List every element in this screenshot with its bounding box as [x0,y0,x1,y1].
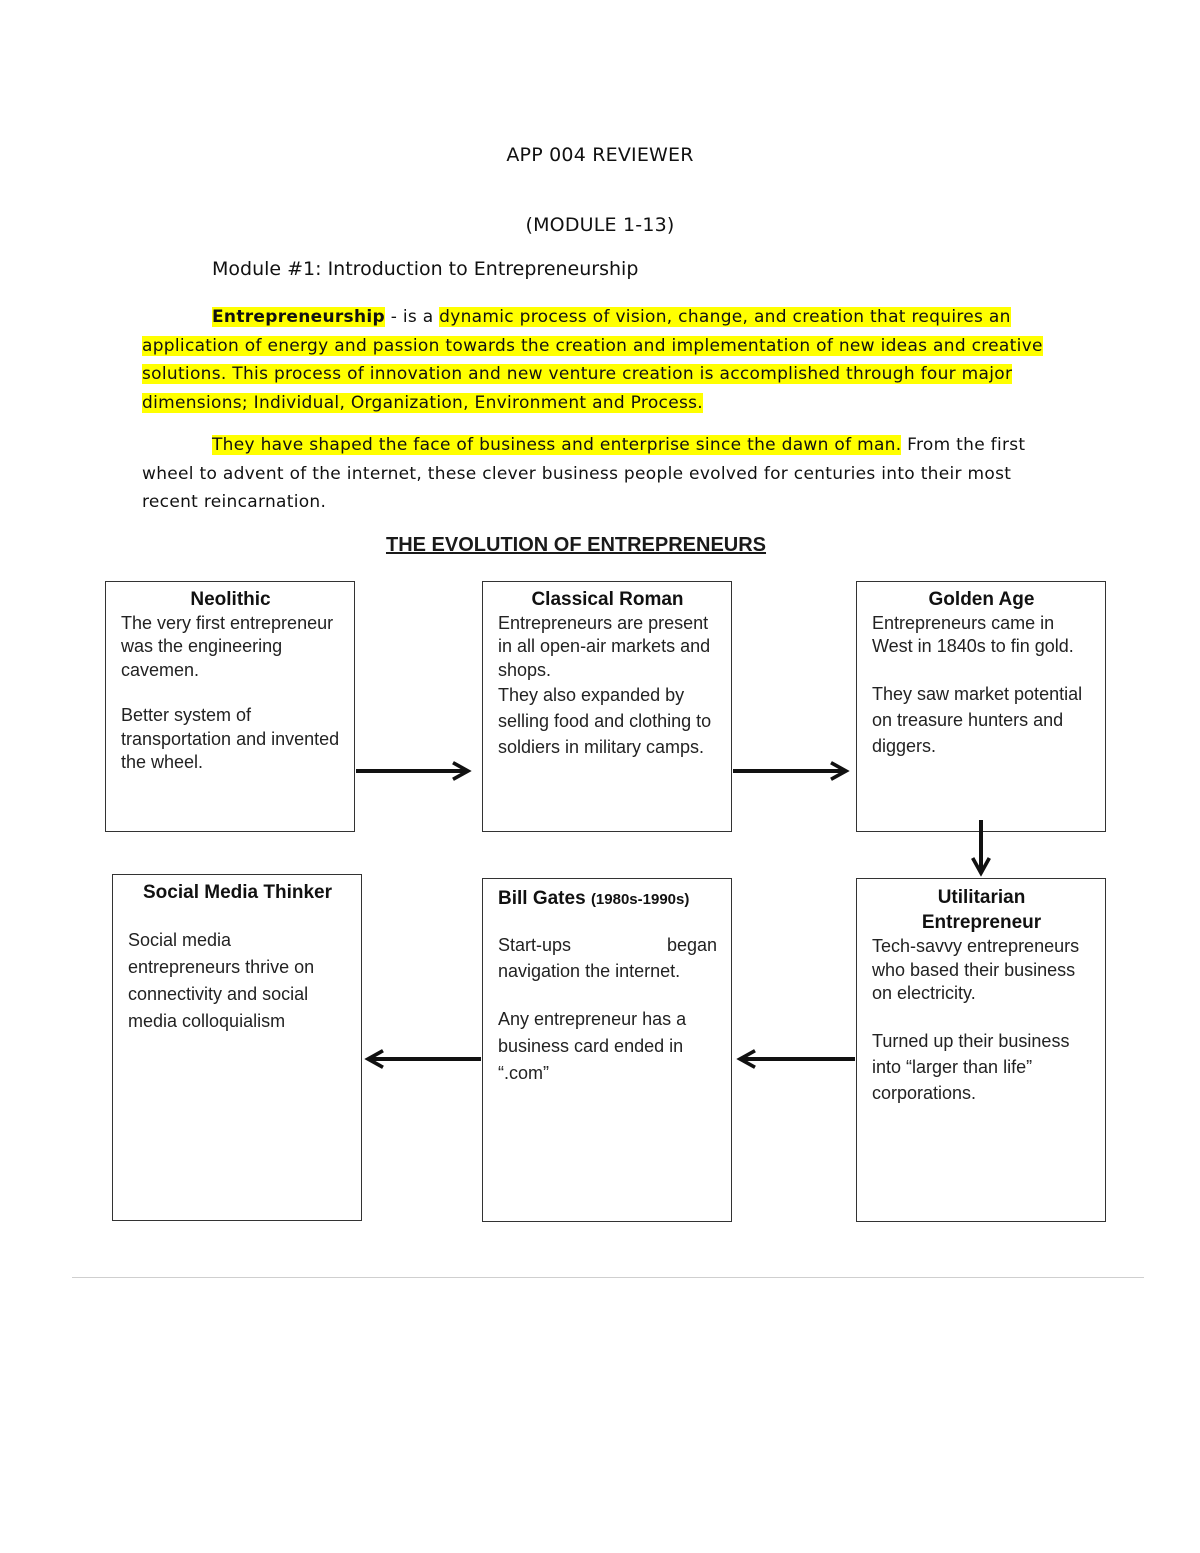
box-text: navigation the internet. [498,961,681,981]
box-text: Better system of transportation and invented the wheel. [121,705,340,772]
definition-continuation: This process of innovation and new venture creation is accomplished through four major dimensions; Individual, Organization, Environment and Process. [142,364,1013,413]
page-divider [72,1277,1144,1278]
module-heading: Module #1: Introduction to Entrepreneurship [212,258,639,280]
definition-connector: - is a [384,307,440,327]
document-title: APP 004 REVIEWER [506,144,694,166]
definition-text: dynamic process of vision, change, and creation that requires an application of energy and passion towards the creation and implementation of new ideas and creative solutions. [142,307,1043,384]
box-text: Entrepreneurs came in West in 1840s to fin gold. [872,612,1074,656]
box-text: Social media entrepreneurs thrive on connectivity and social media colloquialism [128,929,315,1031]
box-text: Tech-savvy entrepreneurs who based their business on electricity. [872,936,1080,1003]
box-title: Neolithic [190,589,271,610]
box-title: Utilitarian Entrepreneur [921,887,1042,933]
box-text: began [666,934,717,955]
box-title: Bill Gates [498,888,586,909]
box-title: Social Media Thinker [143,882,332,903]
box-text: They saw market potential on treasure hunters and diggers. [872,683,1083,756]
box-text: The very first entrepreneur was the engineering cavemen. [121,612,334,680]
diagram-title: THE EVOLUTION OF ENTREPRENEURS [385,534,767,556]
box-text: Start-ups [498,934,572,955]
box-text: Turned up their business into “larger than life” corporations. [872,1030,1070,1103]
box-title: Classical Roman [531,589,684,610]
history-rest: From the first wheel to advent of the internet, these clever business people evolved for centuries into their most recent reincarnation. [142,435,1026,512]
box-title-note: (1980s-1990s) [590,891,690,908]
box-title: Golden Age [928,589,1035,610]
box-text: They also expanded by selling food and clothing to soldiers in military camps. [498,685,712,757]
document-subtitle: (MODULE 1-13) [525,214,675,236]
box-text: Any entrepreneur has a business card ended in “.com” [498,1008,687,1083]
box-text: Entrepreneurs are present in all open-air markets and shops. [498,612,711,680]
term-entrepreneurship: Entrepreneurship [212,307,385,327]
history-highlight: They have shaped the face of business and enterprise since the dawn of man. [212,435,902,455]
